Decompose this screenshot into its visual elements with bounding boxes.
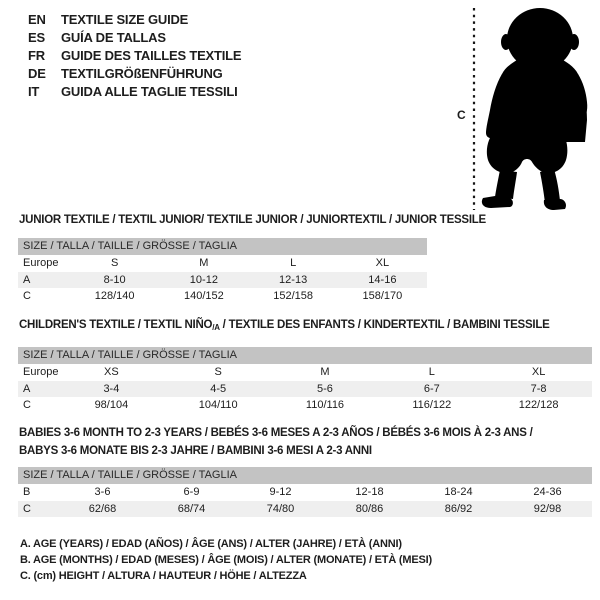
size-cell: 110/116	[305, 399, 345, 411]
children-size-table	[18, 347, 592, 414]
children-title-subscript: /A	[212, 323, 220, 332]
size-cell: M	[199, 257, 209, 269]
junior-size-table	[18, 238, 427, 305]
size-cell: 68/74	[177, 502, 206, 515]
junior-table-title: JUNIOR TEXTILE / TEXTIL JUNIOR/ TEXTILE JUNIOR / JUNIORTEXTIL / JUNIOR TESSILE	[19, 214, 486, 226]
size-cell: XL	[531, 366, 546, 378]
size-cell: S	[110, 257, 119, 269]
table-rows	[18, 255, 427, 305]
table-row	[18, 484, 592, 501]
size-cell: 92/98	[533, 502, 562, 515]
row-label-cell: A	[23, 273, 31, 286]
size-cell: XL	[375, 257, 390, 269]
size-cell: 7-8	[530, 382, 547, 395]
size-cell: 14-16	[368, 273, 397, 286]
table-row	[18, 288, 427, 305]
row-label-cell: A	[23, 382, 31, 395]
babies-table-title	[19, 424, 533, 460]
children-title-prefix: CHILDREN'S TEXTILE / TEXTIL NIÑO	[19, 319, 213, 331]
row-label-cell: B	[23, 486, 31, 498]
size-cell: 62/68	[88, 502, 117, 515]
size-header-bar: SIZE / TALLA / TAILLE / GRÖSSE / TAGLIA	[18, 238, 427, 255]
size-cell: S	[214, 366, 222, 378]
size-cell: 6-9	[183, 486, 200, 498]
size-cell: 12-18	[355, 486, 384, 498]
language-title: TEXTILGRÖßENFÜHRUNG	[61, 66, 223, 81]
size-cell: 24-36	[533, 486, 562, 498]
size-header-bar: SIZE / TALLA / TAILLE / GRÖSSE / TAGLIA	[18, 347, 592, 364]
babies-title-line1: BABIES 3-6 MONTH TO 2-3 YEARS / BEBÉS 3-6 MESES A 2-3 AÑOS / BÉBÉS 3-6 MOIS À 2-3 ANS /	[19, 427, 533, 439]
language-row	[28, 47, 241, 65]
legend-block	[20, 536, 432, 584]
size-cell: 80/86	[355, 502, 384, 515]
table-rows	[18, 484, 592, 517]
size-cell: 8-10	[103, 273, 126, 286]
language-title: GUIDE DES TAILLES TEXTILE	[61, 48, 242, 63]
children-table-title	[19, 319, 550, 332]
language-row	[28, 65, 241, 83]
size-cell: 10-12	[189, 273, 218, 286]
table-row	[18, 272, 427, 289]
language-row	[28, 11, 241, 29]
row-label-cell: Europe	[23, 366, 59, 378]
baby-figure	[450, 0, 600, 215]
language-row	[28, 83, 241, 101]
language-code: IT	[28, 84, 40, 99]
language-code: ES	[28, 30, 45, 45]
size-cell: L	[428, 366, 435, 378]
size-cell: 116/122	[412, 399, 452, 411]
size-cell: 12-13	[279, 273, 308, 286]
size-cell: 128/140	[94, 290, 135, 302]
size-header-bar: SIZE / TALLA / TAILLE / GRÖSSE / TAGLIA	[18, 467, 592, 484]
size-cell: M	[320, 366, 330, 378]
size-cell: 122/128	[518, 399, 559, 411]
legend-line-c: C. (cm) HEIGHT / ALTURA / HAUTEUR / HÖHE / ALTEZZA	[20, 570, 307, 582]
size-cell: 18-24	[444, 486, 473, 498]
language-title: TEXTILE SIZE GUIDE	[61, 12, 189, 27]
language-title-list	[28, 11, 241, 101]
language-title: GUÍA DE TALLAS	[61, 30, 166, 45]
row-label-cell: Europe	[23, 257, 59, 269]
language-title: GUIDA ALLE TAGLIE TESSILI	[61, 84, 238, 99]
size-cell: XS	[104, 366, 119, 378]
babies-size-table	[18, 467, 592, 517]
size-cell: 9-12	[269, 486, 292, 498]
legend-line-b: B. AGE (MONTHS) / EDAD (MESES) / ÂGE (MOIS) / ALTER (MONATE) / ETÀ (MESI)	[20, 554, 432, 566]
size-cell: 4-5	[210, 382, 227, 395]
size-cell: 6-7	[423, 382, 440, 395]
baby-silhouette-svg	[450, 0, 600, 215]
table-row	[18, 501, 592, 518]
language-code: FR	[28, 48, 45, 63]
size-cell: 158/170	[362, 290, 403, 302]
size-cell: 74/80	[266, 502, 295, 515]
language-row	[28, 29, 241, 47]
size-cell: 152/158	[273, 290, 313, 302]
size-cell: 140/152	[183, 290, 224, 302]
table-rows	[18, 364, 592, 414]
size-cell: 104/110	[198, 399, 238, 411]
size-cell: 86/92	[444, 502, 473, 515]
legend-line-a: A. AGE (YEARS) / EDAD (AÑOS) / ÂGE (ANS) / ALTER (JAHRE) / ETÀ (ANNI)	[20, 538, 402, 550]
size-cell: 3-6	[94, 486, 111, 498]
table-row	[18, 381, 592, 398]
size-cell: 98/104	[94, 399, 129, 411]
baby-silhouette	[482, 8, 587, 210]
size-cell: 3-4	[103, 382, 120, 395]
language-code: DE	[28, 66, 46, 81]
size-cell: 5-6	[317, 382, 333, 395]
size-cell: L	[290, 257, 297, 269]
babies-title-line2: BABYS 3-6 MONATE BIS 2-3 JAHRE / BAMBINI 3-6 MESI A 2-3 ANNI	[19, 445, 372, 457]
row-label-cell: C	[23, 290, 31, 302]
table-row	[18, 255, 427, 272]
row-label-cell: C	[23, 502, 31, 515]
table-row	[18, 364, 592, 381]
height-measure-label: C	[457, 108, 466, 122]
row-label-cell: C	[23, 399, 31, 411]
language-code: EN	[28, 12, 46, 27]
table-row	[18, 397, 592, 414]
children-title-suffix: / TEXTILE DES ENFANTS / KINDERTEXTIL / BAMBINI TESSILE	[219, 319, 550, 331]
